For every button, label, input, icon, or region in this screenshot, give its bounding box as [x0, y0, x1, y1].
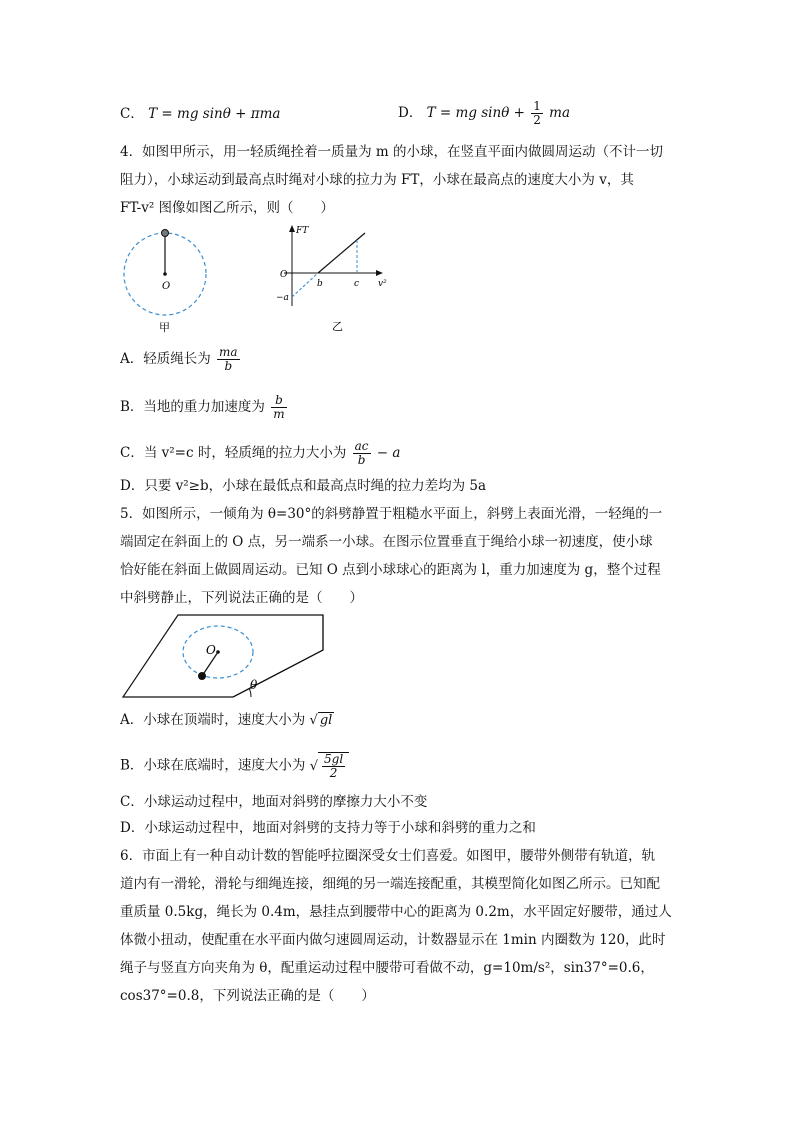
q6-stem-line1: 6．市面上有一种自动计数的智能呼拉圈深受女士们喜爱。如图甲，腰带外侧带有轨道，轨	[120, 848, 656, 864]
q4-option-c	[120, 440, 400, 467]
caption-yi: 乙	[332, 320, 343, 333]
theta-label: θ	[250, 678, 258, 692]
y-axis-label: FT	[296, 226, 309, 236]
q5-option-b-num: 5gl	[324, 752, 344, 766]
q5-option-a-text: A．小球在顶端时，速度大小为	[120, 712, 306, 728]
center-point	[163, 272, 167, 276]
b-label: b	[317, 279, 323, 289]
ball	[198, 672, 206, 680]
q4-option-a-fraction	[217, 346, 240, 373]
q6-stem-line4: 体微小扭动，使配重在水平面内做匀速圆周运动，计数器显示在 1min 内圈数为 120，此时	[120, 932, 666, 948]
q6-stem-line6: cos37°=0.8，下列说法正确的是（ ）	[120, 988, 375, 1004]
q4-option-c-text: C．当 v²=c 时，轻质绳的拉力大小为	[120, 445, 347, 461]
neg-a-label: −a	[276, 293, 289, 303]
q4-option-b	[120, 394, 289, 421]
anchor-point	[216, 650, 220, 654]
q3-option-c	[120, 104, 280, 124]
q3-option-d-label: D．	[398, 105, 423, 121]
origin-label: O	[280, 270, 288, 280]
q4-option-c-suffix: − a	[376, 445, 401, 461]
q4-figure-jia	[118, 222, 218, 337]
q5-stem-line1: 5．如图所示，一倾角为 θ=30°的斜劈静置于粗糙水平面上，斜劈上表面光滑，一轻绳的一	[120, 506, 663, 522]
q3-option-d-frac-den: 2	[533, 113, 541, 127]
x-axis-arrow	[376, 270, 383, 276]
q5-option-a	[120, 710, 334, 731]
c-label: c	[354, 279, 360, 289]
q3-option-c-formula: T = mg sinθ + πma	[148, 106, 281, 122]
q3-option-d	[398, 100, 570, 127]
q4-option-b-fraction	[271, 394, 286, 421]
q4-option-d: D．只要 v²≥b，小球在最低点和最高点时绳的拉力差均为 5a	[120, 478, 487, 494]
q4-option-b-den: m	[273, 407, 285, 421]
q3-option-c-label: C．	[120, 106, 144, 122]
q5-option-a-sqrt: √ gl	[309, 712, 333, 728]
q4-stem-line1: 4．如图甲所示，用一轻质绳拴着一质量为 m 的小球，在竖直平面内做圆周运动（不计一切	[120, 144, 663, 160]
center-label-o: O	[162, 281, 171, 292]
o-label: O	[206, 643, 216, 657]
q3-option-d-formula-suffix: ma	[549, 105, 571, 121]
q4-option-a-num: ma	[219, 345, 238, 359]
q4-option-a-den: b	[224, 359, 233, 373]
q5-option-b-den: 2	[329, 766, 338, 780]
q4-stem-line3: FT-v² 图像如图乙所示，则（ ）	[120, 200, 335, 216]
q5-option-c: C．小球运动过程中，地面对斜劈的摩擦力大小不变	[120, 794, 428, 810]
q4-option-b-num: b	[271, 394, 286, 408]
q3-option-d-fraction	[531, 100, 543, 127]
q6-stem-line3: 重质量 0.5kg，绳长为 0.4m，悬挂点到腰带中心的距离为 0.2m，水平固定好腰带，通过人	[120, 904, 672, 920]
q4-figure-yi	[270, 220, 400, 338]
q5-option-b-text: B．小球在底端时，速度大小为	[120, 757, 306, 774]
q4-option-a	[120, 346, 242, 373]
q5-stem-line2: 端固定在斜面上的 O 点，另一端系一小球。在图示位置垂直于绳给小球一初速度，使小球	[120, 534, 653, 550]
q5-option-b-fraction	[322, 753, 345, 780]
incline-outline	[123, 615, 323, 697]
q6-stem-line2: 道内有一滑轮，滑轮与细绳连接，细绳的另一端连接配重，其模型简化如图乙所示。已知配	[120, 876, 660, 892]
q5-option-d: D．小球运动过程中，地面对斜劈的支持力等于小球和斜劈的重力之和	[120, 820, 536, 836]
q5-stem-line3: 恰好能在斜面上做圆周运动。已知 O 点到小球球心的距离为 l，重力加速度为 g，整个过程	[120, 562, 661, 578]
q4-stem-line2: 阻力），小球运动到最高点时绳对小球的拉力为 FT，小球在最高点的速度大小为 v，其	[120, 172, 634, 188]
q4-option-c-num: ac	[354, 439, 369, 453]
q4-option-c-den: b	[357, 453, 366, 467]
q6-stem-line5: 绳子与竖直方向夹角为 θ，配重运动过程中腰带可看做不动，g=10m/s²，sin37°=0.6，	[120, 960, 654, 976]
q3-option-d-frac-num: 1	[533, 99, 541, 113]
graph-line	[318, 233, 365, 273]
q5-incline-figure	[118, 610, 328, 702]
incline-edge	[233, 650, 323, 697]
caption-jia: 甲	[159, 321, 170, 334]
q5-option-b-sqrt: √ $\frac{5gl}{2}$	[310, 752, 349, 780]
q3-option-d-formula-prefix: T = mg sinθ +	[426, 105, 530, 121]
q5-stem-line4: 中斜劈静止，下列说法正确的是（ ）	[120, 590, 363, 606]
q5-option-b	[120, 752, 349, 780]
q4-option-c-fraction	[353, 440, 371, 467]
q5-option-a-radicand: gl	[319, 712, 333, 728]
extension-dashed-line	[292, 273, 318, 297]
ball	[162, 230, 169, 237]
q4-option-b-text: B．当地的重力加速度为	[120, 399, 265, 415]
q4-option-a-text: A．轻质绳长为	[120, 351, 211, 367]
x-axis-label: v²	[378, 279, 387, 289]
y-axis-arrow	[289, 225, 295, 232]
